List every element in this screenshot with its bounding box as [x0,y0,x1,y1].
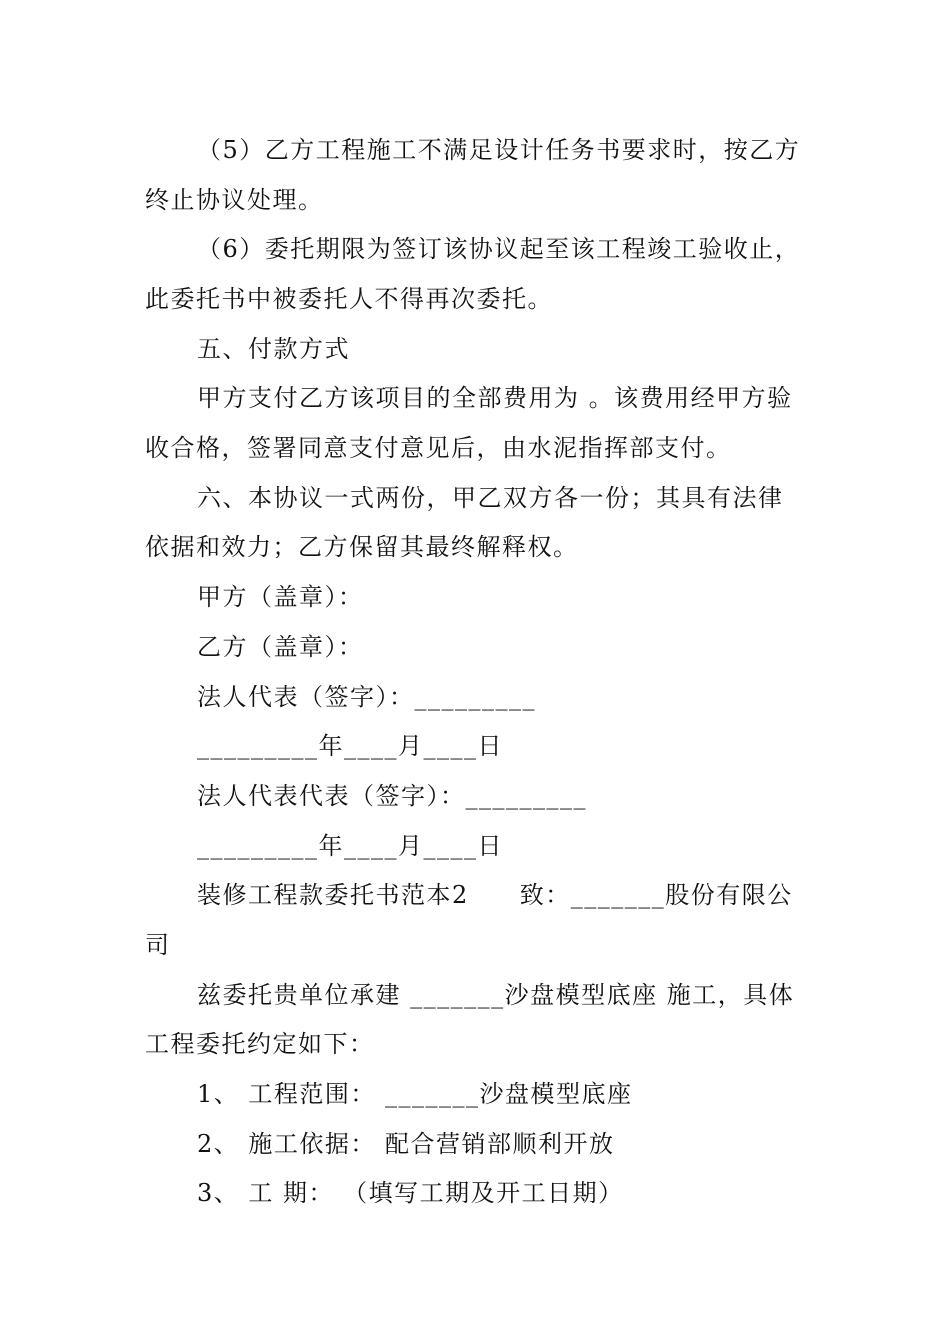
clause-6-line-2: 此委托书中被委托人不得再次委托。 [145,285,553,313]
clause-5-line-2: 终止协议处理。 [145,186,324,214]
section-6-line-1: 六、本协议一式两份，甲乙双方各一份；其具有法律 [197,484,784,512]
section-6-line-2: 依据和效力；乙方保留其最终解释权。 [145,533,579,561]
commission-line-1: 兹委托贵单位承建 _______沙盘模型底座 施工，具体 [197,981,795,1009]
item-3-period: 3、 工 期： （填写工期及开工日期） [197,1179,624,1207]
clause-5-line-1: （5）乙方工程施工不满足设计任务书要求时，按乙方 [197,136,801,164]
payment-line-2: 收合格，签署同意支付意见后，由水泥指挥部支付。 [145,434,732,462]
clause-6-line-1: （6）委托期限为签订该协议起至该工程竣工验收止， [197,235,801,263]
party-a-seal: 甲方（盖章）： [197,583,364,611]
legal-rep-agent-signature: 法人代表代表（签字）：_________ [197,782,587,810]
date-line-2: _________年____月____日 [197,832,503,860]
item-2-basis: 2、 施工依据： 配合营销部顺利开放 [197,1130,615,1158]
date-line-1: _________年____月____日 [197,732,503,760]
template-2-heading: 装修工程款委托书范本2 致：_______股份有限公 [197,881,793,909]
payment-line-1: 甲方支付乙方该项目的全部费用为 。该费用经甲方验 [197,384,793,412]
party-b-seal: 乙方（盖章）： [197,633,364,661]
section-5-heading: 五、付款方式 [197,335,350,363]
commission-line-2: 工程委托约定如下： [145,1030,375,1058]
item-1-scope: 1、 工程范围： _______沙盘模型底座 [197,1080,633,1108]
template-2-heading-cont: 司 [145,931,171,959]
legal-rep-signature: 法人代表（签字）：_________ [197,683,536,711]
